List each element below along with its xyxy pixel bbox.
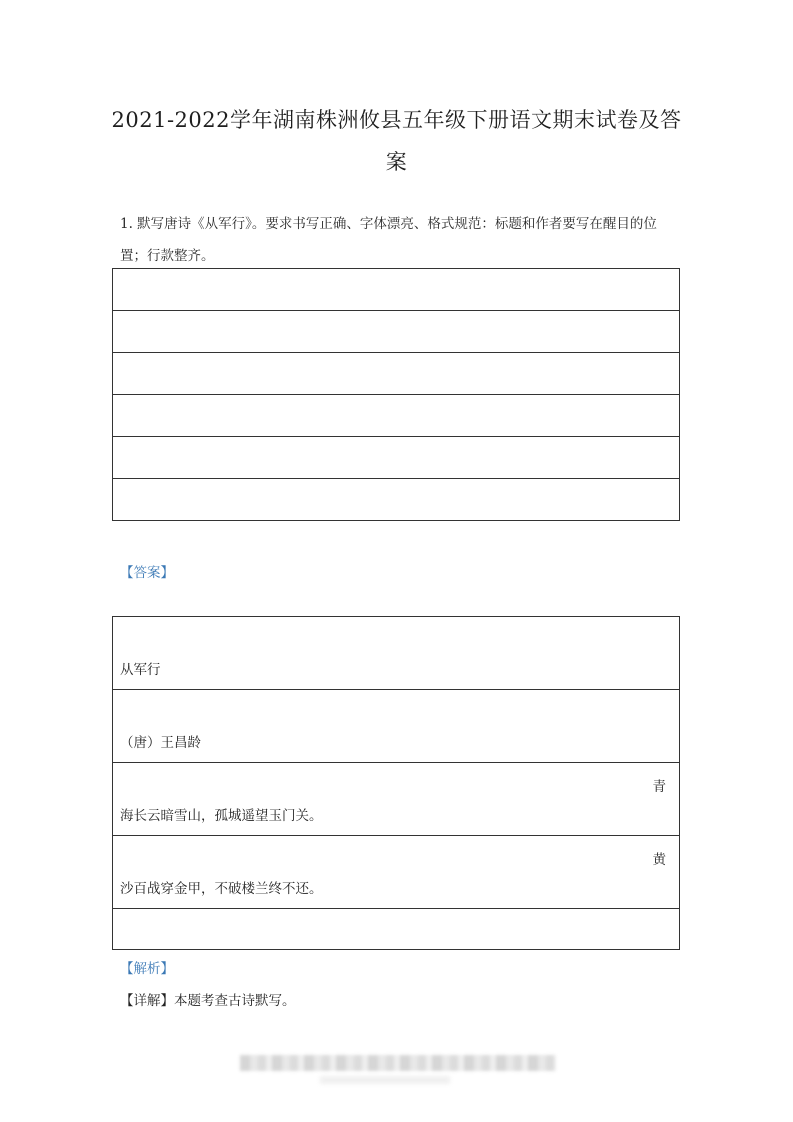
blurred-watermark (240, 1055, 556, 1071)
blank-row (113, 479, 679, 520)
answer-row-line-1 (113, 763, 679, 836)
question-text-line-2: 置；行款整齐。 (120, 248, 215, 264)
answer-row-right-char: 黄 (652, 852, 666, 868)
blank-row (113, 353, 679, 395)
answer-row-text: 沙百战穿金甲，不破楼兰终不还。 (120, 881, 323, 897)
document-title-line-2: 案 (385, 150, 408, 174)
answer-grid (112, 616, 680, 950)
answer-row-text: 海长云暗雪山，孤城遥望玉门关。 (120, 808, 323, 824)
answer-row-line-2 (113, 836, 679, 909)
answer-row-title (113, 617, 679, 690)
blank-row (113, 269, 679, 311)
analysis-label: 【解析】 (120, 961, 174, 977)
question-text-line-1: 1. 默写唐诗《从军行》。要求书写正确、字体漂亮、格式规范：标题和作者要写在醒目的位 (120, 216, 657, 232)
blank-row (113, 311, 679, 353)
answer-row-empty (113, 909, 679, 950)
blank-row (113, 395, 679, 437)
blank-writing-grid (112, 268, 680, 521)
document-title-line-1: 2021-2022学年湖南株洲攸县五年级下册语文期末试卷及答 (111, 108, 682, 132)
answer-row-right-char: 青 (652, 779, 666, 795)
answer-label: 【答案】 (120, 565, 174, 581)
answer-row-author (113, 690, 679, 763)
blurred-watermark-faint (320, 1076, 450, 1084)
answer-row-text: （唐）王昌龄 (120, 735, 201, 751)
blank-row (113, 437, 679, 479)
analysis-detail: 【详解】本题考查古诗默写。 (120, 993, 296, 1009)
answer-row-text: 从军行 (120, 662, 161, 678)
